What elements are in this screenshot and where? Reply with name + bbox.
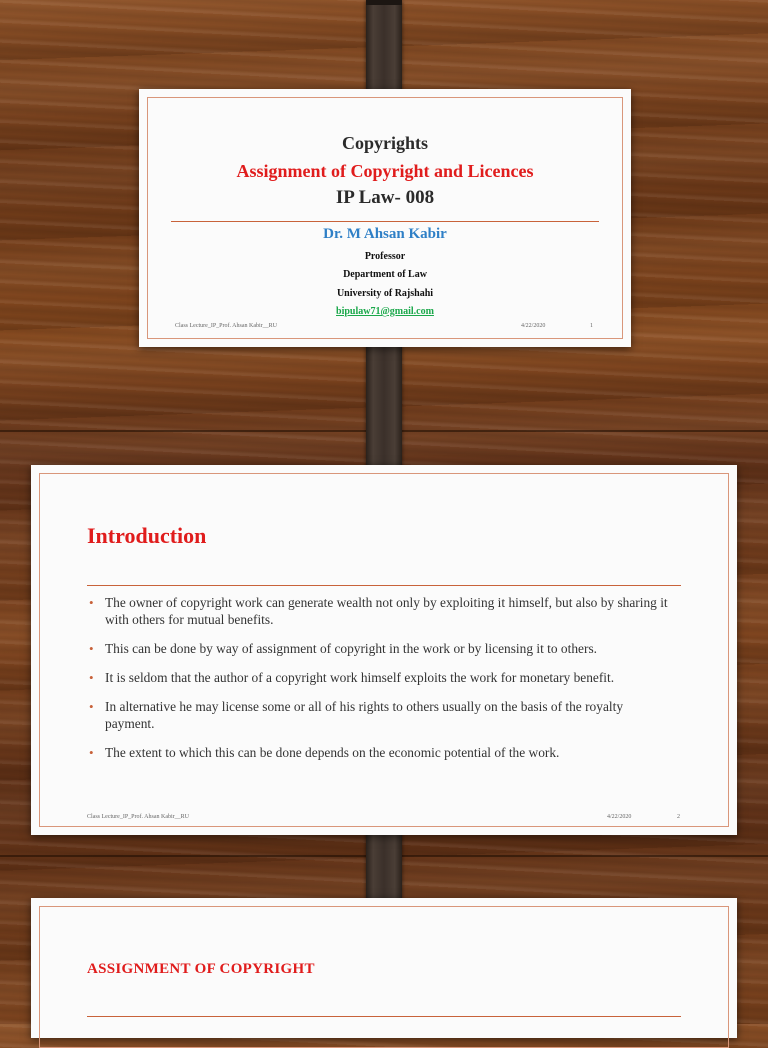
course-code: IP Law- 008 [335, 187, 435, 208]
slide-title: Copyrights [341, 133, 428, 153]
slide-heading: Introduction [87, 523, 207, 548]
list-item: • The owner of copyright work can generate wealth not only by exploiting it himself, but also by sharing it with others for mutual benefits. [89, 595, 668, 627]
bullet-dot-icon: • [89, 745, 94, 760]
list-item: • This can be done by way of assignment of copyright in the work or by licensing it to others. [89, 641, 598, 656]
slide-page-number: 2 [677, 814, 680, 820]
slide-heading: ASSIGNMENT OF COPYRIGHT [87, 961, 315, 977]
slide-page-number: 1 [590, 323, 593, 329]
bullet-dot-icon: • [89, 699, 94, 714]
bullet-dot-icon: • [89, 595, 94, 610]
slide-subtitle: Assignment of Copyright and Licences [236, 161, 534, 181]
hanging-strap [366, 330, 402, 480]
list-item: • It is seldom that the author of a copyright work himself exploits the work for monetary benefit. [89, 670, 615, 685]
slide-footer-date: 4/22/2020 [521, 323, 546, 329]
slide-1 [139, 89, 631, 347]
slide-footer-left: Class Lecture_IP_Prof. Ahsan Kabir__RU [87, 814, 189, 820]
bullet-list [89, 594, 669, 773]
title-divider [171, 221, 599, 222]
slide-footer-left: Class Lecture_IP_Prof. Ahsan Kabir__RU [175, 323, 277, 329]
list-item: • The extent to which this can be done depends on the economic potential of the work. [89, 745, 560, 760]
slide-3 [31, 898, 737, 1038]
bullet-dot-icon: • [89, 641, 94, 656]
author-department: Department of Law [343, 269, 427, 280]
heading-divider [87, 1016, 681, 1017]
author-email-link[interactable]: bipulaw71@gmail.com [336, 306, 434, 317]
slide-footer-date: 4/22/2020 [607, 814, 632, 820]
author-role: Professor [364, 251, 406, 262]
heading-divider [87, 585, 681, 586]
author-university: University of Rajshahi [336, 288, 434, 299]
list-item: • In alternative he may license some or all of his rights to others usually on the basis of the royalty payment. [89, 699, 624, 731]
slide-2 [31, 465, 737, 835]
author-name: Dr. M Ahsan Kabir [323, 226, 447, 242]
bullet-dot-icon: • [89, 670, 94, 685]
